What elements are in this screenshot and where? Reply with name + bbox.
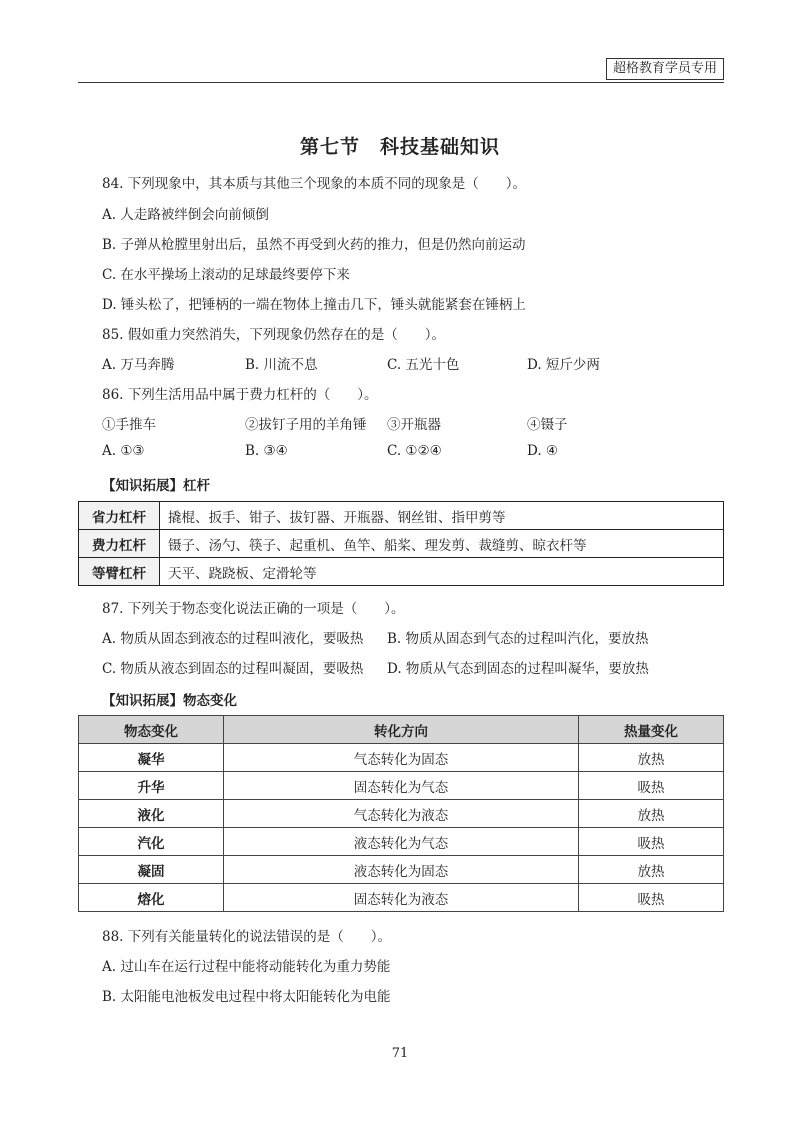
transition-direction: 固态转化为液态 <box>224 884 579 912</box>
question-87-option-b: B. 物质从固态到气态的过程叫汽化，要放热 <box>387 631 649 647</box>
question-86-option-b: B. ③④ <box>245 443 288 459</box>
table-row <box>79 558 724 586</box>
transition-direction: 固态转化为气态 <box>224 772 579 800</box>
table-row <box>79 744 724 772</box>
question-87-stem: 87. 下列关于物态变化说法正确的一项是（ ）。 <box>102 601 405 617</box>
column-header: 物态变化 <box>79 716 224 744</box>
header-rule <box>78 82 724 83</box>
question-88-option-a: A. 过山车在运行过程中能将动能转化为重力势能 <box>102 959 391 975</box>
question-86-option-d: D. ④ <box>527 443 559 459</box>
column-header: 热量变化 <box>579 716 724 744</box>
question-85-option-d: D. 短斤少两 <box>527 357 600 373</box>
lever-examples-cell: 撬棍、扳手、钳子、拔钉器、开瓶器、钢丝钳、指甲剪等 <box>160 502 724 530</box>
heat-change: 放热 <box>579 744 724 772</box>
state-change-name: 凝固 <box>79 856 224 884</box>
column-header: 转化方向 <box>224 716 579 744</box>
question-86-item-4: ④镊子 <box>527 417 568 433</box>
heat-change: 吸热 <box>579 828 724 856</box>
page-number: 71 <box>391 1046 409 1061</box>
lever-type-cell: 费力杠杆 <box>79 530 160 558</box>
question-85-stem: 85. 假如重力突然消失，下列现象仍然存在的是（ ）。 <box>102 327 446 343</box>
question-86-stem: 86. 下列生活用品中属于费力杠杆的（ ）。 <box>102 387 378 403</box>
state-change-name: 液化 <box>79 800 224 828</box>
question-85-option-a: A. 万马奔腾 <box>102 357 175 373</box>
state-change-name: 凝华 <box>79 744 224 772</box>
question-87-option-a: A. 物质从固态到液态的过程叫液化，要吸热 <box>102 631 364 647</box>
heat-change: 放热 <box>579 856 724 884</box>
table-header-row <box>79 716 724 744</box>
state-change-name: 熔化 <box>79 884 224 912</box>
question-86-item-2: ②拔钉子用的羊角锤 <box>245 417 367 433</box>
table-row <box>79 856 724 884</box>
table-row <box>79 884 724 912</box>
question-86-item-1: ①手推车 <box>102 417 156 433</box>
question-84-option-d: D. 锤头松了，把锤柄的一端在物体上撞击几下，锤头就能紧套在锤柄上 <box>102 297 526 313</box>
heat-change: 吸热 <box>579 772 724 800</box>
knowledge-state-title: 【知识拓展】物态变化 <box>102 693 237 709</box>
question-88-stem: 88. 下列有关能量转化的说法错误的是（ ）。 <box>102 929 392 945</box>
state-change-name: 汽化 <box>79 828 224 856</box>
lever-examples-cell: 天平、跷跷板、定滑轮等 <box>160 558 724 586</box>
lever-table <box>78 501 724 586</box>
question-86-item-3: ③开瓶器 <box>387 417 441 433</box>
question-86-option-c: C. ①②④ <box>387 443 442 459</box>
question-88-option-b: B. 太阳能电池板发电过程中将太阳能转化为电能 <box>102 989 391 1005</box>
question-87-option-d: D. 物质从气态到固态的过程叫凝华，要放热 <box>387 661 649 677</box>
heat-change: 吸热 <box>579 884 724 912</box>
section-title: 第七节 科技基础知识 <box>299 136 500 158</box>
question-86-option-a: A. ①③ <box>102 443 145 459</box>
table-row <box>79 772 724 800</box>
table-row <box>79 530 724 558</box>
lever-type-cell: 省力杠杆 <box>79 502 160 530</box>
question-84-option-b: B. 子弹从枪膛里射出后，虽然不再受到火药的推力，但是仍然向前运动 <box>102 237 526 253</box>
table-row <box>79 502 724 530</box>
state-change-name: 升华 <box>79 772 224 800</box>
transition-direction: 气态转化为固态 <box>224 744 579 772</box>
heat-change: 放热 <box>579 800 724 828</box>
question-84-stem: 84. 下列现象中，其本质与其他三个现象的本质不同的现象是（ ）。 <box>102 176 527 192</box>
question-87-option-c: C. 物质从液态到固态的过程叫凝固，要吸热 <box>102 661 364 677</box>
transition-direction: 液态转化为气态 <box>224 828 579 856</box>
transition-direction: 气态转化为液态 <box>224 800 579 828</box>
knowledge-lever-title: 【知识拓展】杠杆 <box>102 478 210 494</box>
header-badge: 超格教育学员专用 <box>606 58 724 80</box>
question-85-option-b: B. 川流不息 <box>245 357 318 373</box>
lever-type-cell: 等臂杠杆 <box>79 558 160 586</box>
lever-examples-cell: 镊子、汤勺、筷子、起重机、鱼竿、船桨、理发剪、裁缝剪、晾衣杆等 <box>160 530 724 558</box>
question-85-option-c: C. 五光十色 <box>387 357 460 373</box>
question-84-option-a: A. 人走路被绊倒会向前倾倒 <box>102 207 269 223</box>
question-84-option-c: C. 在水平操场上滚动的足球最终要停下来 <box>102 267 350 283</box>
table-row <box>79 800 724 828</box>
transition-direction: 液态转化为固态 <box>224 856 579 884</box>
table-row <box>79 828 724 856</box>
state-change-table <box>78 715 724 912</box>
